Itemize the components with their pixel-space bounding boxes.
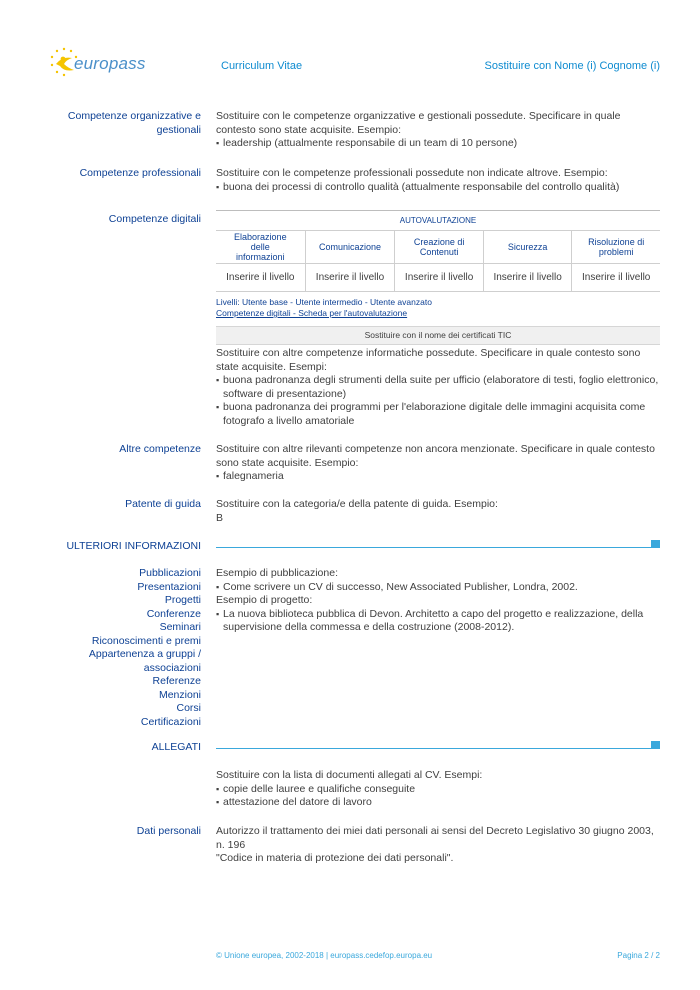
publication-intro: Esempio di pubblicazione: (216, 567, 338, 579)
org-skills-content (216, 110, 662, 151)
label-courses: Corsi (176, 702, 201, 714)
ict-cert-placeholder: Sostituire con il nome dei certificati TIC (216, 326, 660, 345)
other-skills-text: Sostituire con altre rilevanti competenze non ancora menzionate. Specificare in quale contesto sono state acquisite. Esempio: (216, 443, 655, 469)
driving-license-label: Patente di guida (125, 498, 201, 510)
level-cell[interactable]: Inserire il livello (572, 263, 660, 291)
section-divider (216, 547, 653, 548)
self-assessment-title: AUTOVALUTAZIONE (216, 211, 660, 231)
other-skills-content (216, 443, 662, 484)
project-intro: Esempio di progetto: (216, 594, 313, 606)
europass-logo[interactable] (48, 46, 148, 80)
section-divider (216, 748, 653, 749)
driving-license-text: Sostituire con la categoria/e della patente di guida. Esempio: (216, 498, 498, 510)
level-cell[interactable]: Inserire il livello (483, 263, 572, 291)
self-assessment-grid-link[interactable]: Competenze digitali - Scheda per l'autovalutazione (216, 308, 408, 318)
col-header-security: Sicurezza (483, 231, 572, 263)
prof-skills-content (216, 167, 662, 194)
other-skills-label: Altre competenze (119, 443, 201, 455)
label-memberships-2: associazioni (143, 661, 201, 674)
label-certifications: Certificazioni (140, 715, 201, 728)
footer-page-number: Pagina 2 / 2 (617, 951, 660, 960)
label-publications: Pubblicazioni (139, 567, 201, 579)
driving-license-value: B (216, 511, 224, 524)
prof-skills-label: Competenze professionali (79, 167, 201, 179)
list-item: ▪ buona dei processi di controllo qualità (attualmente responsabile del controllo qualità) (216, 181, 662, 195)
personal-data-label: Dati personali (136, 825, 201, 837)
section-marker (651, 741, 660, 749)
doc-title: Curriculum Vitae (221, 60, 303, 72)
digital-skills-text: Sostituire con altre competenze informatiche possedute. Specificare in quale contesto sono state acquisite. Esempi: (216, 347, 641, 373)
assessment-grid (216, 231, 660, 292)
digital-skills-table (216, 210, 660, 292)
list-item: ▪ leadership (attualmente responsabile di un team di 10 persone) (216, 137, 662, 151)
further-info-content (216, 567, 662, 635)
col-header-communication: Comunicazione (305, 231, 395, 263)
further-info-title: ULTERIORI INFORMAZIONI (66, 540, 201, 552)
footer-copyright[interactable]: © Unione europea, 2002-2018 | europass.cedefop.europa.eu (216, 951, 433, 960)
levels-legend: Livelli: Utente base - Utente intermedio - Utente avanzato (216, 297, 432, 307)
name-placeholder: Sostituire con Nome (i) Cognome (i) (484, 60, 660, 72)
label-citations: Menzioni (158, 688, 201, 701)
label-presentations: Presentazioni (137, 580, 201, 593)
digital-skills-content (216, 347, 662, 428)
label-memberships: Appartenenza a gruppi / (88, 648, 201, 660)
col-header-content: Creazione di Contenuti (395, 231, 484, 263)
attachments-title: ALLEGATI (151, 741, 201, 753)
list-item: ▪ buona padronanza degli strumenti della suite per ufficio (elaboratore di testi, foglio elettronico, software di presentazione) (216, 374, 662, 401)
list-item: ▪ falegnameria (216, 470, 662, 484)
attachments-content (216, 769, 662, 810)
label-seminars: Seminari (159, 621, 201, 633)
org-skills-label: Competenze organizzative e gestionali (67, 110, 201, 136)
list-item: ▪ La nuova biblioteca pubblica di Devon. Architetto a capo del progetto e realizzazione, della supervisione della commessa e della costruzione (2008-2012). (216, 608, 662, 635)
col-header-info: Elaborazione delle informazioni (234, 231, 287, 262)
level-cell[interactable]: Inserire il livello (395, 263, 484, 291)
europass-logo-text: europass (74, 54, 146, 73)
further-info-labels (40, 567, 201, 729)
level-cell[interactable]: Inserire il livello (305, 263, 395, 291)
label-projects: Progetti (164, 594, 201, 606)
prof-skills-text: Sostituire con le competenze professionali possedute non indicate altrove. Esempio: (216, 167, 608, 179)
org-skills-text: Sostituire con le competenze organizzative e gestionali possedute. Specificare in quale contesto sono state acquisite. Esempio: (216, 110, 621, 136)
list-item: ▪ buona padronanza dei programmi per l'elaborazione digitale delle immagini acquisita come fotografo a livello amatoriale (216, 401, 662, 428)
level-cell[interactable]: Inserire il livello (226, 271, 295, 283)
list-item: ▪ copie delle lauree e qualifiche conseguite (216, 783, 662, 797)
attachments-text: Sostituire con la lista di documenti allegati al CV. Esempi: (216, 769, 483, 781)
list-item: ▪ Come scrivere un CV di successo, New Associated Publisher, Londra, 2002. (216, 581, 662, 595)
section-marker (651, 540, 660, 548)
label-awards: Riconoscimenti e premi (91, 634, 201, 647)
driving-license-content (216, 498, 662, 525)
label-references: Referenze (152, 675, 201, 687)
personal-data-content: Autorizzo il trattamento dei miei dati personali ai sensi del Decreto Legislativo 30 giugno 2003, n. 196 "Codice in materia di protezione dei dati personali". (216, 825, 654, 864)
col-header-problems: Risoluzione di problemi (572, 231, 660, 263)
digital-skills-label: Competenze digitali (108, 213, 201, 225)
label-conferences: Conferenze (146, 607, 201, 620)
list-item: ▪ attestazione del datore di lavoro (216, 796, 662, 810)
